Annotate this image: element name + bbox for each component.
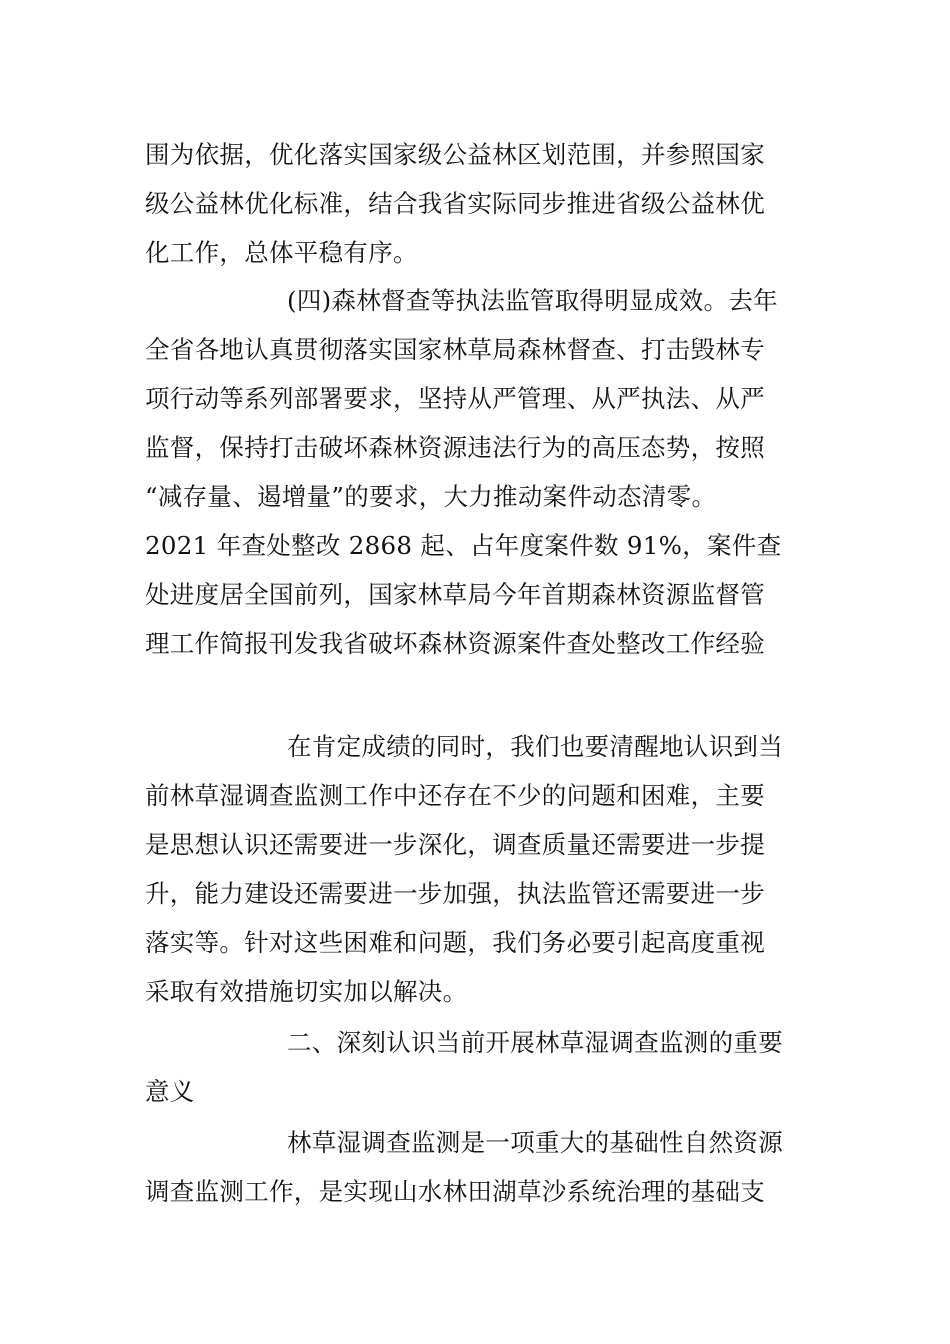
text-line: 级公益林优化标准，结合我省实际同步推进省级公益林优 [145, 189, 765, 218]
text-line: 监督，保持打击破坏森林资源违法行为的高压态势，按照 [145, 433, 765, 462]
text-line: 化工作，总体平稳有序。 [145, 238, 418, 267]
text-line: 全省各地认真贯彻落实国家林草局森林督查、打击毁林专 [145, 335, 765, 364]
text-line: 项行动等系列部署要求，坚持从严管理、从严执法、从严 [145, 384, 765, 413]
text-line: 意义 [145, 1077, 195, 1106]
text-line: (四)森林督查等执法监管取得明显成效。去年 [287, 286, 778, 315]
text-line: 升，能力建设还需要进一步加强，执法监管还需要进一步 [145, 879, 765, 908]
paragraph-1 [145, 130, 809, 277]
paragraph-2 [145, 276, 809, 668]
paragraph-3 [145, 722, 809, 1016]
paragraph-5 [145, 1118, 809, 1216]
text-line: 处进度居全国前列，国家林草局今年首期森林资源监督管 [145, 580, 765, 609]
text-line: 理工作简报刊发我省破坏森林资源案件查处整改工作经验 [145, 629, 765, 658]
text-line: 二、深刻认识当前开展林草湿调查监测的重要 [287, 1028, 783, 1057]
text-line: “减存量、遏增量”的要求，大力推动案件动态清零。 [145, 482, 717, 511]
text-line: 2021 年查处整改 2868 起、占年度案件数 91%，案件查 [145, 531, 782, 560]
text-line: 在肯定成绩的同时，我们也要清醒地认识到当 [287, 732, 783, 761]
text-line: 林草湿调查监测是一项重大的基础性自然资源 [287, 1128, 783, 1157]
text-line: 采取有效措施切实加以解决。 [145, 977, 468, 1006]
text-line: 是思想认识还需要进一步深化，调查质量还需要进一步提 [145, 830, 765, 859]
text-line: 前林草湿调查监测工作中还存在不少的问题和困难，主要 [145, 781, 765, 810]
text-line: 调查监测工作，是实现山水林田湖草沙系统治理的基础支 [145, 1177, 765, 1206]
text-line: 围为依据，优化落实国家级公益林区划范围，并参照国家 [145, 140, 765, 169]
section-heading [145, 1018, 809, 1116]
text-line: 落实等。针对这些困难和问题，我们务必要引起高度重视 [145, 928, 765, 957]
